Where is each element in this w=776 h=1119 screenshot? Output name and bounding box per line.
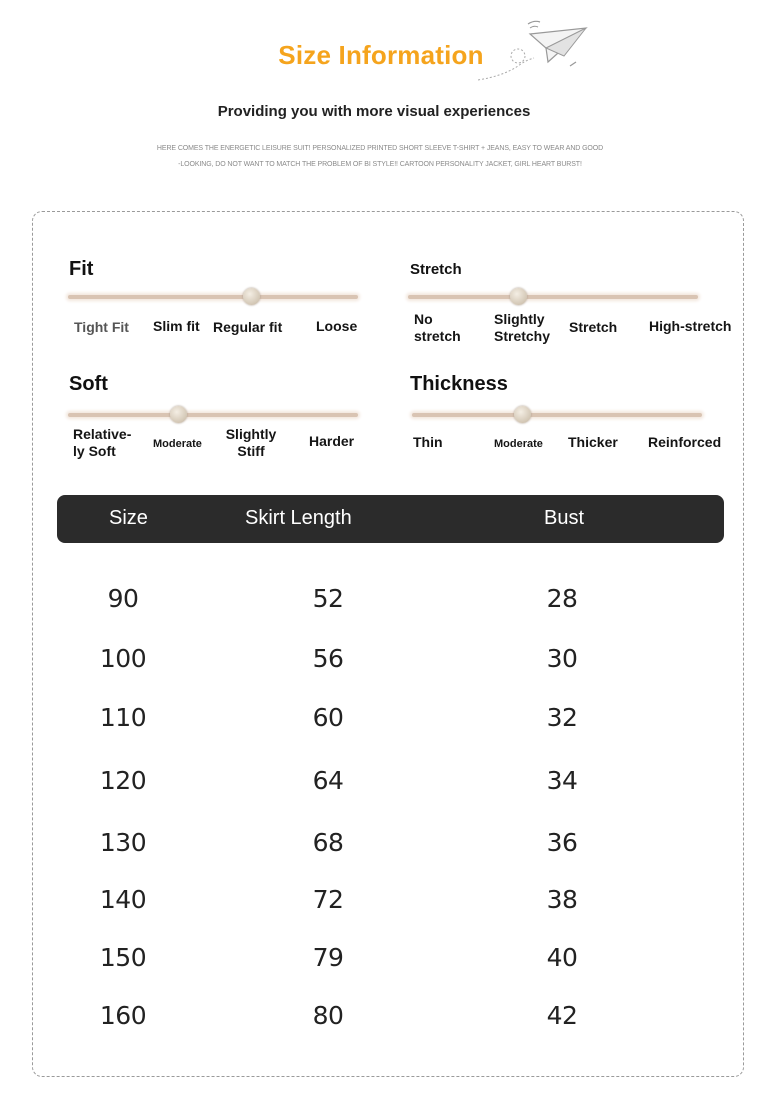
skirt-length-cell: 56 — [312, 644, 344, 673]
size-cell: 90 — [107, 584, 139, 613]
page-title: Size Information — [278, 40, 484, 70]
size-cell: 120 — [99, 766, 147, 795]
fit-slider[interactable] — [68, 295, 358, 299]
fit-option: Slim fit — [153, 318, 200, 334]
soft-slider[interactable] — [68, 413, 358, 417]
skirt-length-cell: 52 — [312, 584, 344, 613]
size-table-header — [57, 495, 724, 543]
fit-slider-knob[interactable] — [243, 288, 260, 305]
thickness-option: Reinforced — [648, 434, 722, 450]
thickness-option: Thin — [413, 434, 443, 450]
stretch-slider[interactable] — [408, 295, 698, 299]
description-text — [140, 141, 620, 173]
size-cell: 100 — [99, 644, 147, 673]
bust-cell: 32 — [546, 703, 578, 732]
size-cell: 130 — [99, 828, 147, 857]
paper-plane-icon — [478, 14, 598, 84]
bust-cell: 30 — [546, 644, 578, 673]
fit-title: Fit — [69, 258, 94, 280]
fit-option: Tight Fit — [74, 319, 129, 335]
size-cell: 110 — [99, 703, 147, 732]
soft-option: Moderate — [153, 438, 202, 450]
bust-cell: 40 — [546, 943, 578, 972]
size-cell: 150 — [99, 943, 147, 972]
fit-option: Regular fit — [213, 319, 283, 335]
size-cell: 140 — [99, 885, 147, 914]
bust-cell: 42 — [546, 1001, 578, 1030]
skirt-length-cell: 64 — [312, 766, 344, 795]
stretch-option: Slightly Stretchy — [494, 311, 551, 344]
thickness-slider[interactable] — [412, 413, 702, 417]
soft-option: Relative-ly Soft — [73, 426, 132, 459]
column-header-size: Size — [109, 507, 148, 529]
size-cell: 160 — [99, 1001, 147, 1030]
stretch-option: High-stretch — [649, 318, 732, 334]
stretch-title: Stretch — [410, 261, 462, 278]
thickness-option: Moderate — [494, 438, 543, 450]
soft-option: Slightly Stiff — [225, 426, 277, 459]
fit-option: Loose — [316, 318, 358, 334]
skirt-length-cell: 60 — [312, 703, 344, 732]
description-line-2: -LOOKING, DO NOT WANT TO MATCH THE PROBLEM OF BI STYLE!! CARTOON PERSONALITY JACKET, GIRL HEART BURST! — [178, 161, 582, 168]
description-line-1: HERE COMES THE ENERGETIC LEISURE SUIT! PERSONALIZED PRINTED SHORT SLEEVE T-SHIRT + JEANS, EASY TO WEAR AND GOOD — [156, 145, 604, 152]
bust-cell: 38 — [546, 885, 578, 914]
bust-cell: 36 — [546, 828, 578, 857]
soft-title: Soft — [69, 373, 108, 395]
page-subtitle: Providing you with more visual experiences — [217, 103, 531, 120]
stretch-option: No stretch — [414, 311, 461, 344]
skirt-length-cell: 79 — [312, 943, 344, 972]
bust-cell: 28 — [546, 584, 578, 613]
column-header-bust: Bust — [544, 507, 585, 529]
skirt-length-cell: 68 — [312, 828, 344, 857]
soft-option: Harder — [309, 433, 355, 449]
thickness-option: Thicker — [568, 434, 618, 450]
skirt-length-cell: 80 — [312, 1001, 344, 1030]
thickness-title: Thickness — [410, 373, 508, 395]
skirt-length-cell: 72 — [312, 885, 344, 914]
stretch-option: Stretch — [569, 319, 618, 335]
bust-cell: 34 — [546, 766, 578, 795]
column-header-skirt-length: Skirt Length — [245, 507, 352, 529]
